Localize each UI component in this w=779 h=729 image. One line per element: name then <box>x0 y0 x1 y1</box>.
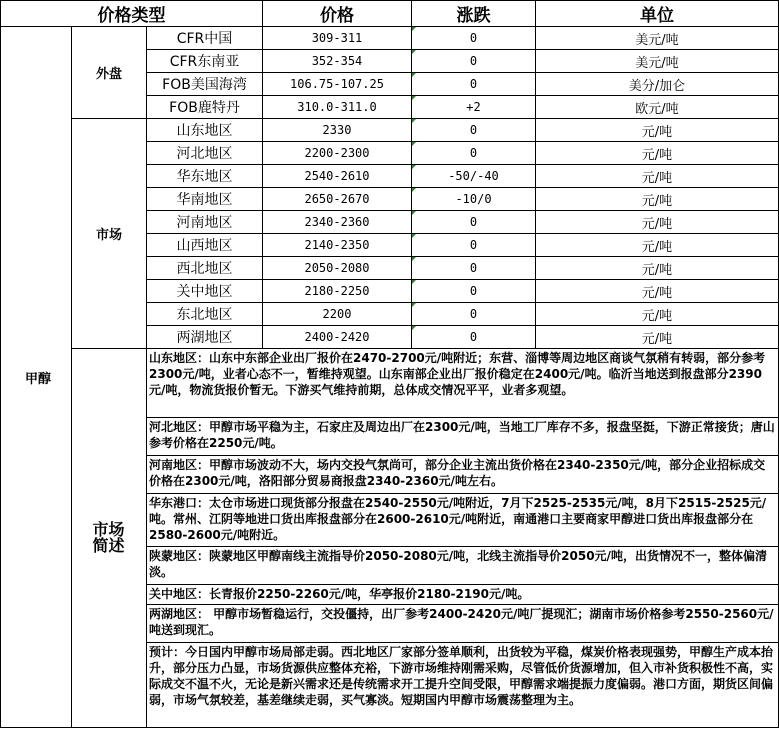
row-price: 2330 <box>263 119 412 142</box>
row-name: 关中地区 <box>147 280 263 303</box>
row-name: CFR中国 <box>147 27 263 50</box>
row-change: 0 <box>412 50 536 73</box>
row-price: 2650-2670 <box>263 188 412 211</box>
row-change: -50/-40 <box>412 165 536 188</box>
row-change: 0 <box>412 326 536 349</box>
row-unit: 元/吨 <box>536 303 779 326</box>
group-foreign: 外盘 <box>72 27 147 119</box>
row-price: 2540-2610 <box>263 165 412 188</box>
row-name: 西北地区 <box>147 257 263 280</box>
row-name: 华东地区 <box>147 165 263 188</box>
row-unit: 美元/吨 <box>536 50 779 73</box>
summary-row <box>1 349 779 418</box>
row-change: 0 <box>412 303 536 326</box>
row-change: 0 <box>412 73 536 96</box>
row-name: 山西地区 <box>147 234 263 257</box>
row-unit: 元/吨 <box>536 257 779 280</box>
row-price: 106.75-107.25 <box>263 73 412 96</box>
header-unit: 单位 <box>536 1 779 27</box>
row-price: 2200 <box>263 303 412 326</box>
summary-label-line1: 市场 <box>92 520 125 539</box>
row-change: 0 <box>412 27 536 50</box>
row-unit: 元/吨 <box>536 142 779 165</box>
header-price-type: 价格类型 <box>1 1 263 27</box>
row-name: 东北地区 <box>147 303 263 326</box>
row-unit: 美元/吨 <box>536 27 779 50</box>
row-unit: 元/吨 <box>536 280 779 303</box>
row-change: 0 <box>412 234 536 257</box>
row-name: FOB鹿特丹 <box>147 96 263 119</box>
summary-paragraph: 预计：今日国内甲醇市场局部走弱。西北地区厂家部分签单顺利，出货较为平稳，煤炭价格表现强势，甲醇生产成本抬升，部分压力凸显，市场货源供应整体充裕，下游市场维持刚需采购，尽管低价货源增加，但入市补货积极性不高，实际成交不温不火，无论是新兴需求还是传统需求开工提升空间受限，甲醇需求端提振力度偏弱。港口方面，期货区间偏弱，市场气氛较差，基差继续走弱，买气寡淡。短期国内甲醇市场震荡整理为主。 <box>147 643 779 728</box>
row-unit: 元/吨 <box>536 165 779 188</box>
row-change: +2 <box>412 96 536 119</box>
header-price: 价格 <box>263 1 412 27</box>
row-change: -10/0 <box>412 188 536 211</box>
row-price: 352-354 <box>263 50 412 73</box>
row-price: 2200-2300 <box>263 142 412 165</box>
row-name: 两湖地区 <box>147 326 263 349</box>
row-change: 0 <box>412 211 536 234</box>
row-change: 0 <box>412 119 536 142</box>
row-unit: 元/吨 <box>536 326 779 349</box>
group-summary <box>72 349 147 728</box>
summary-paragraph: 陕蒙地区：陕蒙地区甲醇南线主流指导价2050-2080元/吨，北线主流指导价2050元/吨，出货情况不一，整体偏清淡。 <box>147 547 779 585</box>
summary-paragraph: 河北地区：甲醇市场平稳为主，石家庄及周边出厂在2300元/吨，当地工厂库存不多，报盘坚挺，下游正常接货；唐山参考价格在2250元/吨。 <box>147 418 779 456</box>
table-row <box>1 119 779 142</box>
row-price: 2140-2350 <box>263 234 412 257</box>
row-unit: 美分/加仑 <box>536 73 779 96</box>
table-row <box>1 27 779 50</box>
summary-paragraph: 关中地区：长青报价2250-2260元/吨，华亭报价2180-2190元/吨。 <box>147 585 779 605</box>
row-name: 河北地区 <box>147 142 263 165</box>
row-name: FOB美国海湾 <box>147 73 263 96</box>
row-price: 2180-2250 <box>263 280 412 303</box>
row-unit: 欧元/吨 <box>536 96 779 119</box>
row-price: 309-311 <box>263 27 412 50</box>
row-price: 310.0-311.0 <box>263 96 412 119</box>
row-change: 0 <box>412 257 536 280</box>
row-price: 2400-2420 <box>263 326 412 349</box>
summary-label-line2: 简述 <box>92 536 125 555</box>
row-price: 2050-2080 <box>263 257 412 280</box>
row-name: 山东地区 <box>147 119 263 142</box>
row-unit: 元/吨 <box>536 211 779 234</box>
summary-paragraph: 山东地区：山东中东部企业出厂报价在2470-2700元/吨附近；东营、淄博等周边地区商谈气氛稍有转弱，部分参考2300元/吨，业者心态不一，暂维持观望。山东南部企业出厂报价稳定在2400元/吨。临沂当地送到报盘部分2390元/吨，物流货报价暂无。下游买气维持前期，总体成交情况平平，业者多观望。 <box>147 349 779 418</box>
row-name: 华南地区 <box>147 188 263 211</box>
summary-paragraph: 河南地区：甲醇市场波动不大，场内交投气氛尚可，部分企业主流出货价格在2340-2350元/吨，部分企业招标成交价格在2300元/吨，洛阳部分贸易商报盘2340-2360元/吨左右。 <box>147 456 779 494</box>
row-change: 0 <box>412 280 536 303</box>
row-unit: 元/吨 <box>536 188 779 211</box>
row-name: 河南地区 <box>147 211 263 234</box>
header-change: 涨跌 <box>412 1 536 27</box>
row-unit: 元/吨 <box>536 119 779 142</box>
group-market: 市场 <box>72 119 147 349</box>
row-change: 0 <box>412 142 536 165</box>
row-price: 2340-2360 <box>263 211 412 234</box>
category-label: 甲醇 <box>1 27 72 728</box>
header-row <box>1 1 779 27</box>
row-unit: 元/吨 <box>536 234 779 257</box>
row-name: CFR东南亚 <box>147 50 263 73</box>
summary-paragraph: 华东港口：太仓市场进口现货部分报盘在2540-2550元/吨附近，7月下2525-2535元/吨，8月下2515-2525元/吨。常州、江阴等地进口货出库报盘部分在2600-2610元/吨附近，南通港口主要商家甲醇进口货出库报盘部分在2580-2600元/吨附近。 <box>147 494 779 547</box>
summary-paragraph: 两湖地区： 甲醇市场暂稳运行，交投僵持，出厂参考2400-2420元/吨厂提现汇；湖南市场价格参考2550-2560元/吨送到现汇。 <box>147 605 779 643</box>
